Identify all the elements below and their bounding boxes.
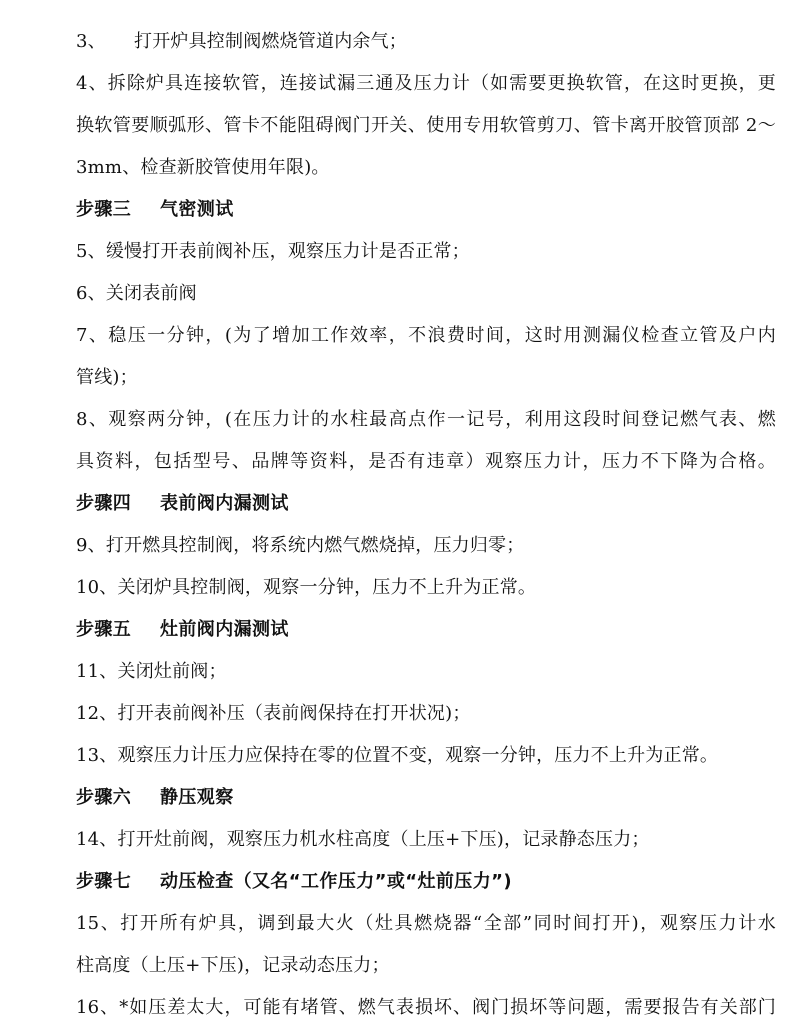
step-number: 3、 xyxy=(76,31,106,52)
step-line-13: 13、观察压力计压力应保持在零的位置不变，观察一分钟，压力不上升为正常。 xyxy=(76,745,719,766)
step-line-12: 12、打开表前阀补压（表前阀保持在打开状况)； xyxy=(76,703,471,724)
step-line-3 xyxy=(76,30,776,54)
step-line-14: 14、打开灶前阀，观察压力机水柱高度（上压+下压)，记录静态压力； xyxy=(76,829,650,850)
section-title: 气密测试 xyxy=(160,199,234,220)
step-line-7b: 管线)； xyxy=(76,367,138,388)
section-heading-step5 xyxy=(76,618,776,642)
section-title: 动压检查（又名“工作压力”或“灶前压力”) xyxy=(160,871,512,892)
section-step-label: 步骤七 xyxy=(76,871,132,892)
section-step-label: 步骤五 xyxy=(76,619,132,640)
step-line-4b: 换软管要顺弧形、管卡不能阻碍阀门开关、使用专用软管剪刀、管卡离开胶管顶部 2～ xyxy=(76,115,776,136)
step-line-8a: 8、观察两分钟，(在压力计的水柱最高点作一记号，利用这段时间登记燃气表、燃 xyxy=(76,409,776,430)
section-heading-step4 xyxy=(76,492,776,516)
section-step-label: 步骤六 xyxy=(76,787,132,808)
section-heading-step3 xyxy=(76,198,776,222)
step-line-7a: 7、稳压一分钟，(为了增加工作效率，不浪费时间，这时用测漏仪检查立管及户内 xyxy=(76,325,776,346)
step-line-15b: 柱高度（上压+下压)，记录动态压力； xyxy=(76,955,390,976)
section-title: 灶前阀内漏测试 xyxy=(160,619,289,640)
step-line-8b: 具资料，包括型号、品牌等资料，是否有违章）观察压力计，压力不下降为合格。 xyxy=(76,451,776,472)
step-text: 打开炉具控制阀燃烧管道内余气； xyxy=(134,31,407,52)
step-line-15a: 15、打开所有炉具，调到最大火（灶具燃烧器“全部”同时间打开)，观察压力计水 xyxy=(76,913,776,934)
section-step-label: 步骤三 xyxy=(76,199,132,220)
section-step-label: 步骤四 xyxy=(76,493,132,514)
step-line-9: 9、打开燃具控制阀，将系统内燃气燃烧掉，压力归零； xyxy=(76,535,525,556)
section-heading-step7 xyxy=(76,870,776,894)
step-line-10: 10、关闭炉具控制阀，观察一分钟，压力不上升为正常。 xyxy=(76,577,537,598)
step-line-4c: 3mm、检查新胶管使用年限)。 xyxy=(76,157,330,178)
step-line-6: 6、关闭表前阀 xyxy=(76,283,197,304)
step-line-5: 5、缓慢打开表前阀补压，观察压力计是否正常； xyxy=(76,241,470,262)
section-title: 表前阀内漏测试 xyxy=(160,493,289,514)
section-title: 静压观察 xyxy=(160,787,234,808)
section-heading-step6 xyxy=(76,786,776,810)
step-line-11: 11、关闭灶前阀； xyxy=(76,661,227,682)
step-line-4a: 4、拆除炉具连接软管，连接试漏三通及压力计（如需要更换软管，在这时更换，更 xyxy=(76,73,776,94)
step-line-16: 16、*如压差太大，可能有堵管、燃气表损坏、阀门损坏等问题，需要报告有关部门 xyxy=(76,997,776,1018)
